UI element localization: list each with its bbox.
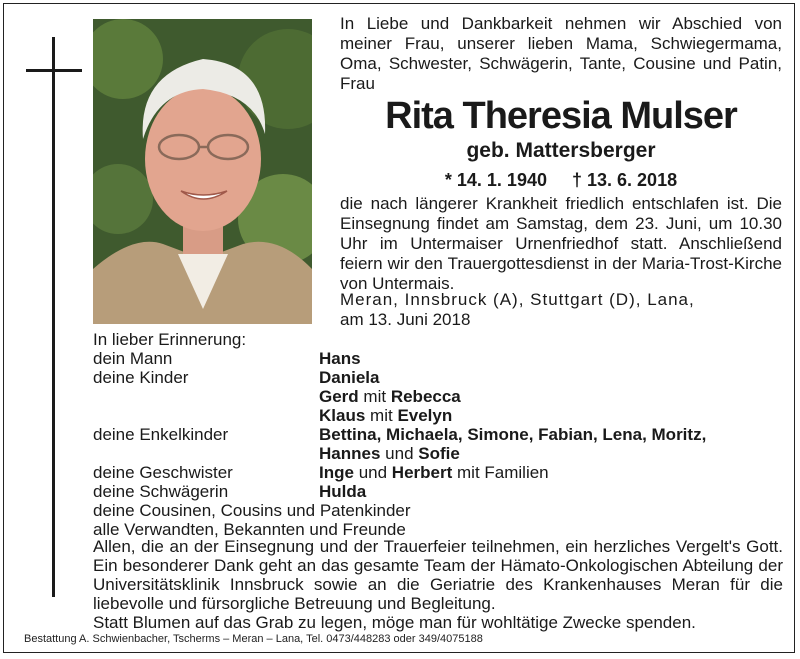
mourner-name: Hans — [319, 349, 361, 368]
mourners-heading: In lieber Erinnerung: — [93, 330, 247, 349]
relation-label: deine Kinder — [93, 368, 189, 387]
portrait-photo — [93, 19, 312, 324]
thanks-paragraph: Allen, die an der Einsegnung und der Trauerfeier teilnehmen, ein herzliches Vergelt's Gott. Ein besonderer Dank geht an das gesamte Team der Hämato-Onkologischen Abteilung der Universitätsklinik Innsbruck sowie an die Geriatrie des Krankenhauses Meran für die liebevolle und fürsorgliche Betreuung und Begleitung. — [93, 537, 783, 613]
relation-label: alle Verwandten, Bekannten und Freunde — [93, 520, 406, 539]
undertaker-footer: Bestattung A. Schwienbacher, Tscherms – Meran – Lana, Tel. 0473/448283 oder 349/4075188 — [24, 633, 483, 645]
closing-text — [93, 537, 783, 632]
birth-date: * 14. 1. 1940 — [444, 170, 547, 190]
relation-label: deine Schwägerin — [93, 482, 229, 501]
mourner-couple: Klaus mit Evelyn — [319, 406, 453, 425]
cross-icon — [26, 37, 82, 597]
relation-label: dein Mann — [93, 349, 173, 368]
mourner-name: Bettina, Michaela, Simone, Fabian, Lena, Moritz, — [319, 425, 707, 444]
mourner-couple: Hannes und Sofie — [319, 444, 460, 463]
maiden-name: geb. Mattersberger — [466, 139, 656, 162]
relation-label: deine Enkelkinder — [93, 425, 229, 444]
mourner-siblings: Inge und Herbert mit Familien — [319, 463, 549, 482]
death-date: † 13. 6. 2018 — [572, 170, 678, 190]
funeral-details: die nach längerer Krankheit friedlich entschlafen ist. Die Einsegnung findet am Samstag, dem 23. Juni, um 10.30 Uhr im Untermaiser Urnenfriedhof statt. Anschließend feiern wir den Trauergottesdienst in der Maria-Trost-Kirche von Untermais. — [340, 194, 782, 293]
mourner-couple: Gerd mit Rebecca — [319, 387, 461, 406]
mourner-name: Daniela — [319, 368, 380, 387]
mourners-list — [93, 330, 783, 539]
deceased-name: Rita Theresia Mulser — [385, 95, 737, 137]
obituary-notice — [3, 3, 795, 653]
family-places: Meran, Innsbruck (A), Stuttgart (D), Lana, — [340, 290, 695, 309]
relation-label: deine Geschwister — [93, 463, 233, 482]
donation-note: Statt Blumen auf das Grab zu legen, möge man für wohltätige Zwecke spenden. — [93, 613, 696, 632]
mourner-name: Hulda — [319, 482, 367, 501]
life-dates — [340, 168, 782, 192]
intro-text: In Liebe und Dankbarkeit nehmen wir Abschied von meiner Frau, unserer lieben Mama, Schwiegermama, Oma, Schwester, Schwägerin, Tante, Cousine und Patin, Frau — [340, 14, 782, 93]
notice-date: am 13. Juni 2018 — [340, 310, 471, 329]
relation-label: deine Cousinen, Cousins und Patenkinder — [93, 501, 411, 520]
